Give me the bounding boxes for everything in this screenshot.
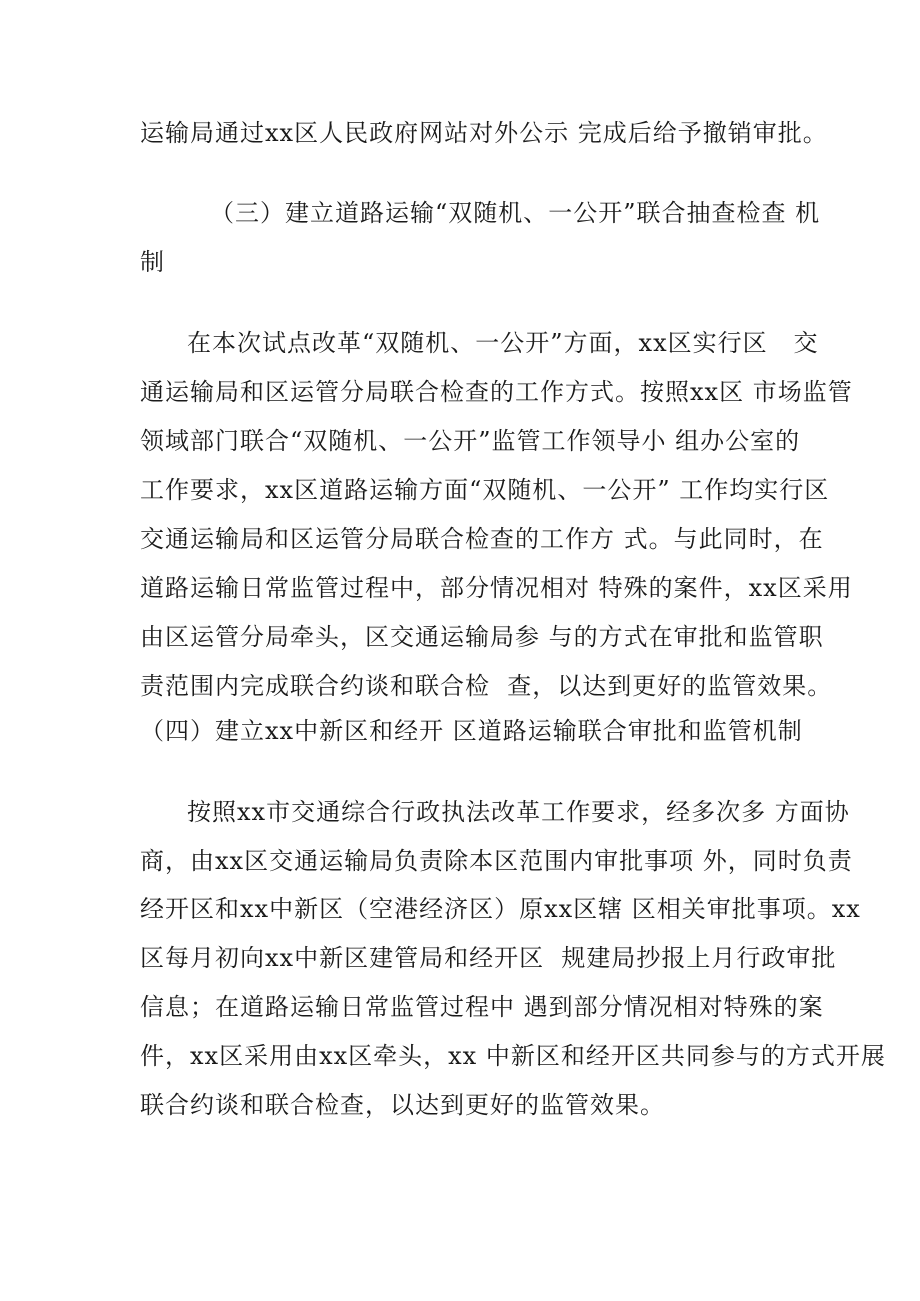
paragraph-line: 经开区和xx中新区（空港经济区）原xx区辖 区相关审批事项。xx <box>140 895 861 923</box>
paragraph-line: 通运输局和区运管分局联合检查的工作方式。按照xx区 市场监管 <box>140 378 853 406</box>
paragraph-line: 信息；在道路运输日常监管过程中 遇到部分情况相对特殊的案 <box>140 993 824 1021</box>
section-heading-line: （三）建立道路运输“双随机、一公开”联合抽查检查 机 <box>210 199 821 227</box>
paragraph-line: 件，xx区采用由xx区牵头，xx 中新区和经开区共同参与的方式开展 <box>140 1042 886 1070</box>
paragraph-line: 区每月初向xx中新区建管局和经开区 规建局抄报上月行政审批 <box>140 944 837 972</box>
paragraph-line: 运输局通过xx区人民政府网站对外公示 完成后给予撤销审批。 <box>140 119 828 147</box>
paragraph-line: 商，由xx区交通运输局负责除本区范围内审批事项 外，同时负责 <box>140 847 853 875</box>
section-heading-line: 制 <box>140 248 165 276</box>
paragraph-line: 道路运输日常监管过程中，部分情况相对 特殊的案件，xx区采用 <box>140 574 853 602</box>
paragraph-line: 在本次试点改革“双随机、一公开”方面，xx区实行区 交 <box>187 329 819 357</box>
paragraph-line: 由区运管分局牵头，区交通运输局参 与的方式在审批和监管职 <box>140 623 824 651</box>
paragraph-line: 责范围内完成联合约谈和联合检 查，以达到更好的监管效果。 <box>140 672 833 700</box>
paragraph-line: 领域部门联合“双随机、一公开”监管工作领导小 组办公室的 <box>140 427 801 455</box>
paragraph-line: 工作要求，xx区道路运输方面“双随机、一公开” 工作均实行区 <box>140 476 830 504</box>
paragraph-line: 联合约谈和联合检查，以达到更好的监管效果。 <box>140 1091 665 1119</box>
section-heading-line: （四）建立xx中新区和经开 区道路运输联合审批和监管机制 <box>140 717 803 745</box>
paragraph-line: 交通运输局和区运管分局联合检查的工作方 式。与此同时，在 <box>140 525 824 553</box>
paragraph-line: 按照xx市交通综合行政执法改革工作要求，经多次多 方面协 <box>187 798 850 826</box>
